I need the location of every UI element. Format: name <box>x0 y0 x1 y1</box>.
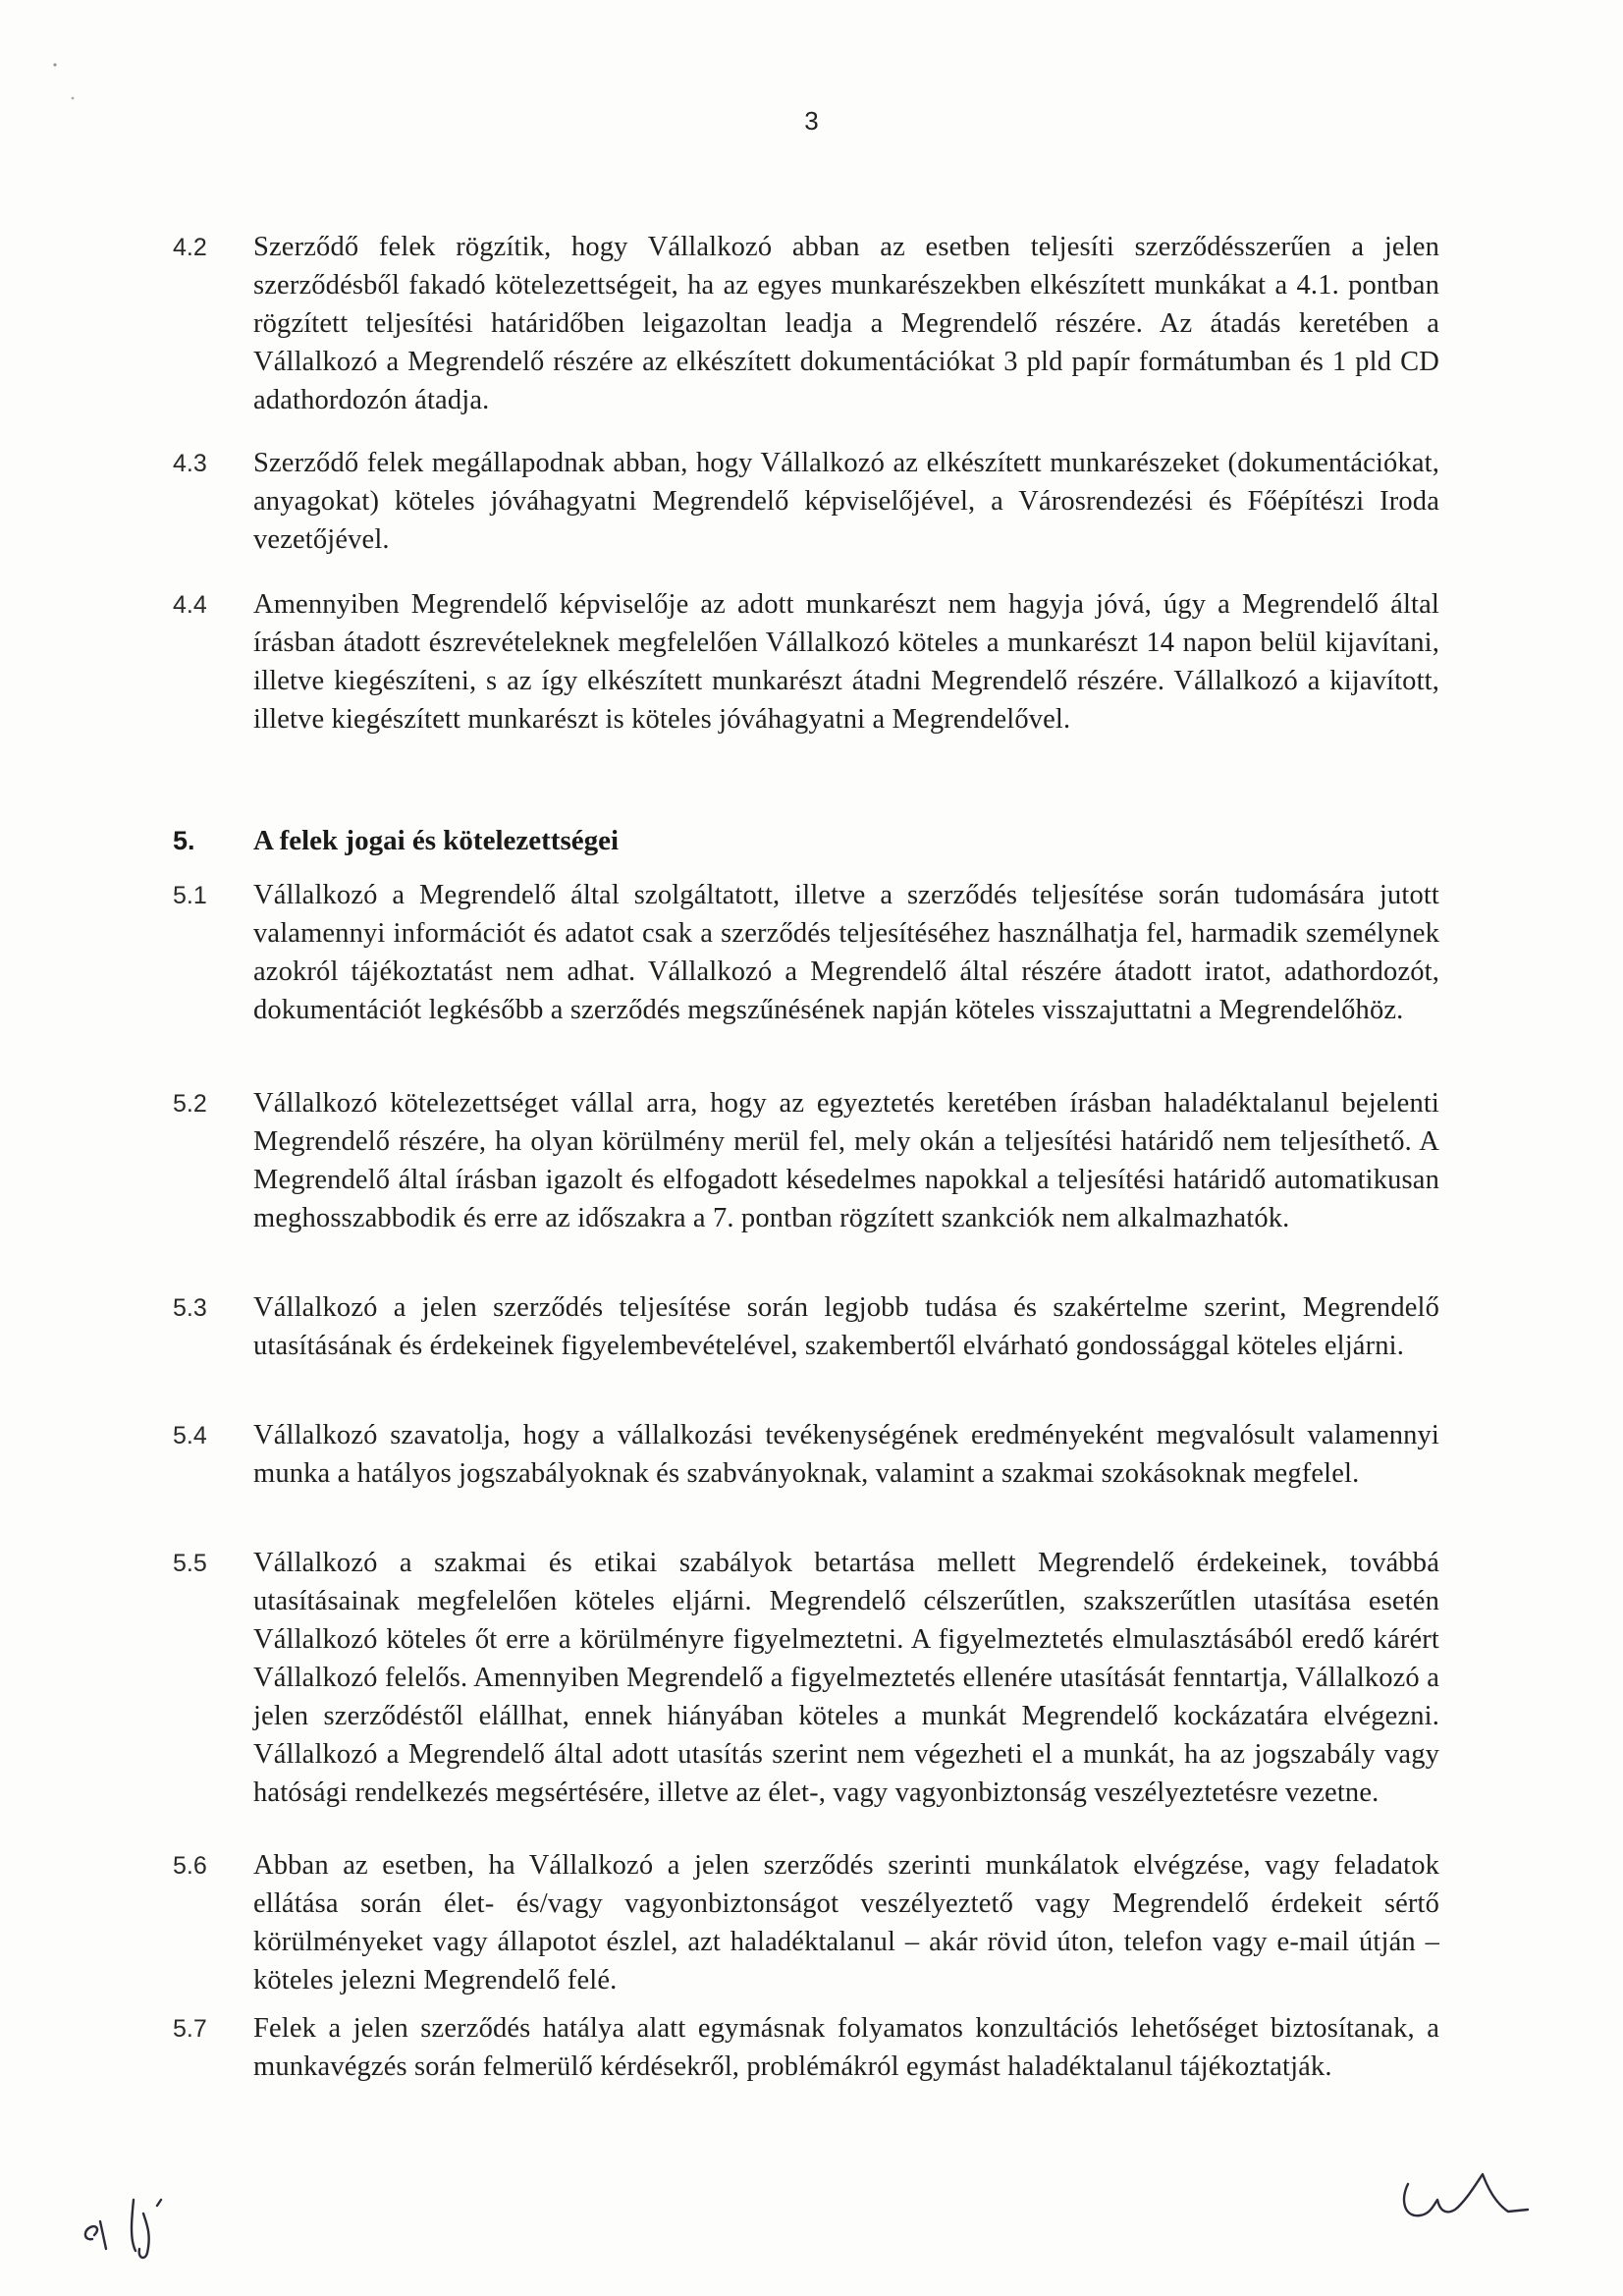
clause-text: Vállalkozó a jelen szerződés teljesítése során legjobb tudása és szakértelme szerint, Megrendelő utasításának és érdekeinek figyelembevételével, szakembertől elvárható gondossággal köteles eljárni. <box>253 1292 1439 1361</box>
clause-text: Vállalkozó a Megrendelő által szolgáltatott, illetve a szerződés teljesítése során tudomására jutott valamennyi információt és adatot csak a szerződés teljesítéséhez használhatja fel, harmadik személynek azokról tájékoztatást nem adhat. Vállalkozó a Megrendelő által részére átadott iratot, adathordozót, dokumentációt legkésőbb a szerződés megszűnésének napján köteles visszajuttatni a Megrendelőhöz. <box>253 880 1439 1025</box>
signature-initials-right <box>1394 2160 1542 2239</box>
section-title: A felek jogai és kötelezettségei <box>253 825 620 856</box>
clause-number: 4.2 <box>173 234 207 261</box>
clause-number: 5.1 <box>173 882 207 909</box>
clause-text: Felek a jelen szerződés hatálya alatt egymásnak folyamatos konzultációs lehetőséget biztosítanak, a munkavégzés során felmerülő kérdésekről, problémákról egymást haladéktalanul tájékoztatják. <box>253 2013 1439 2082</box>
clause-number: 4.4 <box>173 591 207 619</box>
clause-number: 4.3 <box>173 450 207 477</box>
clause-number: 5.6 <box>173 1852 207 1880</box>
clause-5-5 <box>173 1544 1439 1812</box>
clause-5-1 <box>173 876 1439 1029</box>
scan-speck-mark <box>49 59 88 108</box>
clause-number: 5.7 <box>173 2015 207 2043</box>
signature-initials-left <box>79 2170 196 2269</box>
clause-text: Amennyiben Megrendelő képviselője az adott munkarészt nem hagyja jóvá, úgy a Megrendelő által írásban átadott észrevételeknek megfelelően Vállalkozó köteles a munkarészt 14 napon belül kijavítani, illetve kiegészíteni, s az így elkészített munkarészt átadni Megrendelő részére. Vállalkozó a kijavított, illetve kiegészített munkarészt is köteles jóváhagyatni a Megrendelővel. <box>253 589 1439 735</box>
clause-5-4 <box>173 1416 1439 1493</box>
clause-5-6 <box>173 1846 1439 1999</box>
clause-4-4 <box>173 585 1439 738</box>
clause-text: Vállalkozó kötelezettséget vállal arra, hogy az egyeztetés keretében írásban haladéktalanul bejelenti Megrendelő részére, ha olyan körülmény merül fel, mely okán a teljesítési határidő nem teljesíthető. A Megrendelő által írásban igazolt és elfogadott késedelmes napokkal a teljesítési határidő automatikusan meghosszabbodik és erre az időszakra a 7. pontban rögzített szankciók nem alkalmazhatók. <box>253 1088 1439 1233</box>
clause-4-3 <box>173 444 1439 559</box>
page-number: 3 <box>804 106 819 136</box>
clause-text: Vállalkozó szavatolja, hogy a vállalkozási tevékenységének eredményeként megvalósult valamennyi munka a hatályos jogszabályoknak és szabványoknak, valamint a szakmai szokásoknak megfelel. <box>253 1420 1439 1489</box>
clause-5-3 <box>173 1288 1439 1365</box>
clause-number: 5.5 <box>173 1550 207 1577</box>
clause-text: Abban az esetben, ha Vállalkozó a jelen szerződés szerinti munkálatok elvégzése, vagy feladatok ellátása során élet- és/vagy vagyonbiztonságot veszélyeztető vagy Megrendelő érdekeit sértő körülményeket vagy állapotot észlel, azt haladéktalanul – akár rövid úton, telefon vagy e-mail útján – köteles jelezni Megrendelő felé. <box>253 1850 1439 1995</box>
section-number: 5. <box>173 826 195 855</box>
clause-5-2 <box>173 1084 1439 1237</box>
clause-number: 5.2 <box>173 1090 207 1118</box>
clause-5-7 <box>173 2009 1439 2086</box>
clause-text: Vállalkozó a szakmai és etikai szabályok betartása mellett Megrendelő érdekeinek, továbbá utasításainak megfelelően köteles eljárni. Megrendelő célszerűtlen, szakszerűtlen utasítása esetén Vállalkozó köteles őt erre a körülményre figyelmeztetni. A figyelmeztetés elmulasztásából eredő kárért Vállalkozó felelős. Amennyiben Megrendelő a figyelmeztetés ellenére utasítását fenntartja, Vállalkozó a jelen szerződéstől elállhat, ennek hiányában köteles a munkát Megrendelő kockázatára elvégezni. Vállalkozó a Megrendelő által adott utasítás szerint nem végezheti el a munkát, ha az jogszabály vagy hatósági rendelkezés megsértésére, illetve az élet-, vagy vagyonbiztonság veszélyeztetésre vezetne. <box>253 1548 1439 1808</box>
clause-number: 5.4 <box>173 1422 207 1449</box>
section-heading <box>173 821 1351 860</box>
clause-text: Szerződő felek megállapodnak abban, hogy Vállalkozó az elkészített munkarészeket (dokumentációkat, anyagokat) köteles jóváhagyatni Megrendelő képviselőjével, a Városrendezési és Főépítészi Iroda vezetőjével. <box>253 448 1439 555</box>
clause-text: Szerződő felek rögzítik, hogy Vállalkozó abban az esetben teljesíti szerződésszerűen a jelen szerződésből fakadó kötelezettségeit, ha az egyes munkarészekben elkészített munkákat a 4.1. pontban rögzített teljesítési határidőben leigazoltan leadja a Megrendelő részére. Az átadás keretében a Vállalkozó a Megrendelő részére az elkészített dokumentációkat 3 pld papír formátumban és 1 pld CD adathordozón átadja. <box>253 232 1439 415</box>
clause-4-2 <box>173 228 1439 419</box>
clause-number: 5.3 <box>173 1294 207 1322</box>
